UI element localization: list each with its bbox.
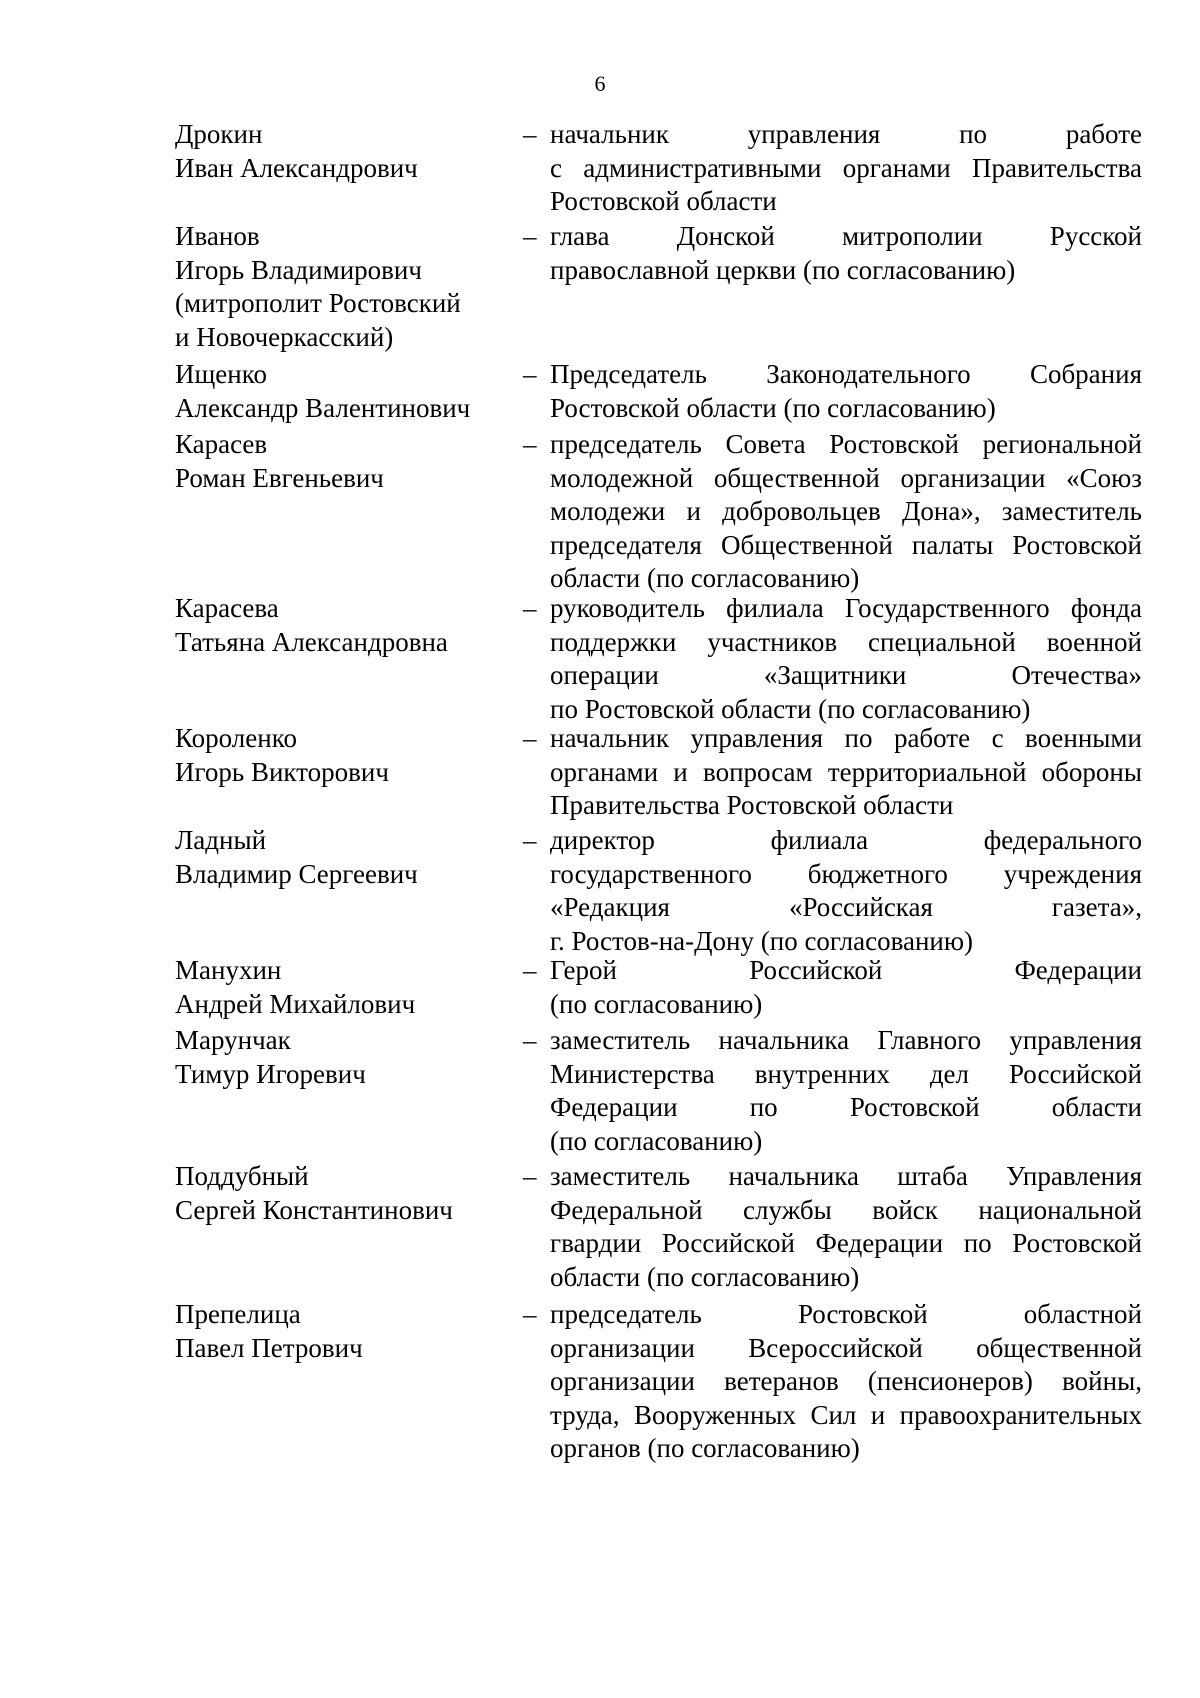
- member-name-line: Дрокин: [175, 119, 263, 149]
- member-position-line: организации Всероссийской общественной: [550, 1332, 1142, 1363]
- dash-separator: –: [523, 1161, 537, 1191]
- member-position-line: председатель Ростовской областной: [550, 1299, 1142, 1329]
- member-name-line: Иванов: [175, 221, 260, 251]
- member-position-line: (по согласованию): [550, 1125, 763, 1156]
- member-position-line: гвардии Российской Федерации по Ростовской: [550, 1228, 1142, 1259]
- member-name-line: Иван Александрович: [175, 152, 418, 183]
- member-name-line: Игорь Владимирович: [175, 254, 422, 285]
- dash-separator: –: [523, 359, 537, 389]
- member-position-line: начальник управления по работе с военными: [550, 723, 1142, 753]
- member-position-line: председатель Совета Ростовской региональной: [550, 429, 1142, 459]
- member-position-line: Ростовской области (по согласованию): [550, 392, 996, 423]
- member-position: [550, 1024, 1142, 1158]
- member-position-line: (по согласованию): [550, 988, 763, 1019]
- member-position-line: области (по согласованию): [550, 1261, 860, 1292]
- member-name: [175, 358, 515, 425]
- member-position-line: Министерства внутренних дел Российской: [550, 1058, 1142, 1089]
- member-position-line: по Ростовской области (по согласованию): [550, 693, 1031, 724]
- member-position: [550, 1160, 1142, 1294]
- dash-separator: –: [523, 1025, 537, 1055]
- member-name-line: Короленко: [175, 723, 297, 753]
- member-position-line: заместитель начальника штаба Управления: [550, 1161, 1142, 1191]
- member-position-line: Председатель Законодательного Собрания: [550, 359, 1142, 389]
- member-position-line: труда, Вооруженных Сил и правоохранительных: [550, 1399, 1142, 1430]
- member-position-line: председателя Общественной палаты Ростовской: [550, 529, 1142, 560]
- dash-separator: –: [523, 119, 537, 149]
- member-position-line: начальник управления по работе: [550, 119, 1142, 149]
- member-name-line: Роман Евгеньевич: [175, 462, 384, 493]
- member-position: [550, 954, 1142, 1021]
- member-position-line: органов (по согласованию): [550, 1433, 860, 1464]
- member-name-line: Владимир Сергеевич: [175, 858, 418, 889]
- dash-separator: –: [523, 593, 537, 623]
- member-position-line: Федеральной службы войск национальной: [550, 1194, 1142, 1225]
- member-name-line: Андрей Михайлович: [175, 988, 416, 1019]
- member-name-line: и Новочеркасский): [175, 321, 394, 352]
- member-position-line: Ростовской области: [550, 186, 777, 217]
- member-name: [175, 1160, 515, 1227]
- member-position: [550, 592, 1142, 726]
- member-position-line: Правительства Ростовской области: [550, 790, 954, 821]
- member-position-line: поддержки участников специальной военной: [550, 626, 1142, 657]
- member-position-line: молодежной общественной организации «Союз: [550, 462, 1142, 493]
- member-name: [175, 954, 515, 1021]
- member-position-line: организации ветеранов (пенсионеров) войны,: [550, 1366, 1142, 1397]
- member-name-line: (митрополит Ростовский: [175, 288, 461, 319]
- member-position-line: государственного бюджетного учреждения: [550, 858, 1142, 889]
- dash-separator: –: [523, 429, 537, 459]
- member-position: [550, 428, 1142, 596]
- member-name-line: Татьяна Александровна: [175, 626, 448, 657]
- member-position: [550, 358, 1142, 425]
- member-position-line: «Редакция «Российская газета»,: [550, 892, 1142, 923]
- member-name-line: Тимур Игоревич: [175, 1058, 366, 1089]
- member-name-line: Александр Валентинович: [175, 392, 471, 423]
- member-position-line: Федерации по Ростовской области: [550, 1092, 1142, 1123]
- member-name: [175, 592, 515, 659]
- dash-separator: –: [523, 825, 537, 855]
- dash-separator: –: [523, 723, 537, 753]
- member-position-line: православной церкви (по согласованию): [550, 254, 1016, 285]
- member-position-line: области (по согласованию): [550, 563, 860, 594]
- member-position: [550, 1298, 1142, 1466]
- page-number: 6: [594, 71, 606, 96]
- member-name-line: Сергей Константинович: [175, 1194, 453, 1225]
- member-position-line: заместитель начальника Главного управления: [550, 1025, 1142, 1055]
- member-name-line: Поддубный: [175, 1161, 309, 1191]
- dash-separator: –: [523, 955, 537, 985]
- member-name-line: Препелица: [175, 1299, 301, 1329]
- member-name-line: Игорь Викторович: [175, 756, 389, 787]
- member-name-line: Ищенко: [175, 359, 267, 389]
- member-position: [550, 118, 1142, 219]
- member-position: [550, 722, 1142, 823]
- member-name: [175, 220, 515, 354]
- member-name: [175, 428, 515, 495]
- member-position-line: молодежи и добровольцев Дона», заместитель: [550, 496, 1142, 527]
- member-position-line: директор филиала федерального: [550, 825, 1142, 855]
- member-name-line: Ладный: [175, 825, 267, 855]
- member-name: [175, 1024, 515, 1091]
- member-position-line: Герой Российской Федерации: [550, 955, 1142, 985]
- member-name-line: Манухин: [175, 955, 282, 985]
- member-name-line: Павел Петрович: [175, 1332, 363, 1363]
- member-position-line: органами и вопросам территориальной обороны: [550, 756, 1142, 787]
- member-name-line: Карасев: [175, 429, 268, 459]
- member-position: [550, 220, 1142, 287]
- member-name-line: Карасева: [175, 593, 279, 623]
- dash-separator: –: [523, 1299, 537, 1329]
- member-position-line: глава Донской митрополии Русской: [550, 221, 1142, 251]
- member-position-line: г. Ростов-на-Дону (по согласованию): [550, 925, 974, 956]
- member-position-line: операции «Защитники Отечества»: [550, 660, 1142, 691]
- member-name: [175, 824, 515, 891]
- member-position-line: руководитель филиала Государственного фонда: [550, 593, 1142, 623]
- dash-separator: –: [523, 221, 537, 251]
- member-position-line: с административными органами Правительства: [550, 152, 1142, 183]
- member-name-line: Марунчак: [175, 1025, 291, 1055]
- member-position: [550, 824, 1142, 958]
- member-name: [175, 1298, 515, 1365]
- member-name: [175, 722, 515, 789]
- member-name: [175, 118, 515, 185]
